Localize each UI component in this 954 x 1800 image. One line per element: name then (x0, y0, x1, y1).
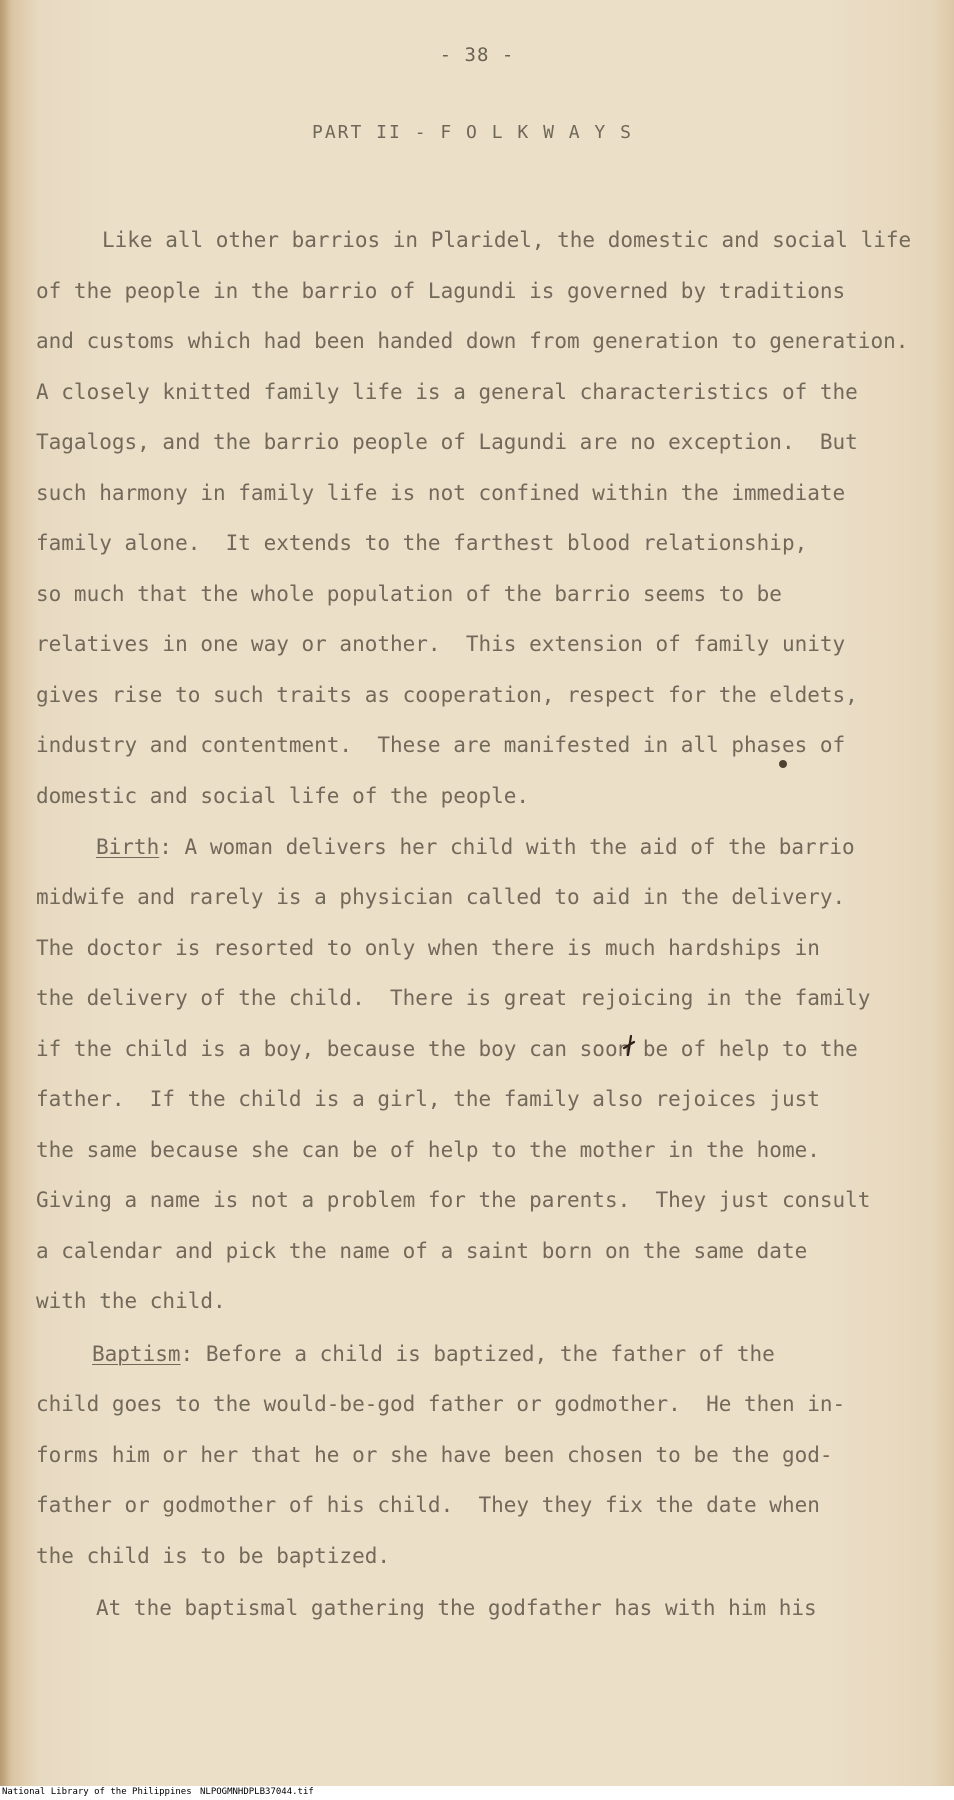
baptism-first-line (92, 1344, 775, 1365)
text-line: Tagalogs, and the barrio people of Lagundi are no exception. But (36, 430, 858, 454)
text-line: the delivery of the child. There is great rejoicing in the family (36, 986, 871, 1010)
label-colon: : (180, 1342, 194, 1366)
text-line: of the people in the barrio of Lagundi is governed by traditions (36, 279, 846, 303)
text-line: industry and contentment. These are manifested in all phases of (36, 733, 846, 757)
text-line: and customs which had been handed down from generation to generation. (36, 329, 909, 353)
text-line: a calendar and pick the name of a saint born on the same date (36, 1239, 808, 1263)
binding-shadow (0, 0, 10, 1786)
text-line: forms him or her that he or she have been chosen to be the god- (36, 1443, 833, 1467)
page-number: - 38 - (439, 44, 515, 66)
label-colon: : (159, 835, 172, 859)
text-line: The doctor is resorted to only when there is much hardships in (36, 936, 820, 960)
text-line: with the child. (36, 1289, 226, 1313)
text-line: gives rise to such traits as cooperation, respect for the eldets, (36, 683, 858, 707)
text-line: At the baptismal gathering the godfather has with him his (96, 1596, 817, 1620)
ink-correction-mark (622, 1034, 636, 1056)
text-line: Giving a name is not a problem for the parents. They just consult (36, 1188, 871, 1212)
text-line: the same because she can be of help to the mother in the home. (36, 1138, 820, 1162)
text-line: such harmony in family life is not confined within the immediate (36, 481, 846, 505)
footer-library: National Library of the Philippines (2, 1787, 192, 1797)
text-line: family alone. It extends to the farthest blood relationship, (36, 531, 808, 555)
text-line: so much that the whole population of the barrio seems to be (36, 582, 782, 606)
birth-label: Birth (96, 835, 160, 859)
birth-first-line (96, 837, 855, 858)
text-line: A woman delivers her child with the aid of the barrio (184, 835, 855, 859)
scan-footer (0, 1786, 954, 1800)
text-line: domestic and social life of the people. (36, 784, 530, 808)
section-heading: PART II - F O L K W A Y S (312, 122, 633, 143)
text-line: child goes to the would-be-god father or godmother. He then in- (36, 1392, 846, 1416)
text-line: A closely knitted family life is a general characteristics of the (36, 380, 858, 404)
text-line: father. If the child is a girl, the family also rejoices just (36, 1087, 820, 1111)
text-line: the child is to be baptized. (36, 1544, 391, 1568)
text-line: Before a child is baptized, the father of the (205, 1342, 775, 1366)
text-line: relatives in one way or another. This extension of family unity (36, 632, 846, 656)
text-line: father or godmother of his child. They they fix the date when (36, 1493, 820, 1517)
ink-dot-mark (779, 760, 787, 768)
text-line: midwife and rarely is a physician called to aid in the delivery. (36, 885, 846, 909)
baptism-label: Baptism (92, 1342, 181, 1366)
footer-file: NLPOGMNHDPLB37044.tif (200, 1787, 314, 1797)
text-line: Like all other barrios in Plaridel, the domestic and social life (102, 228, 912, 252)
text-line: if the child is a boy, because the boy can soon be of help to the (36, 1037, 858, 1061)
